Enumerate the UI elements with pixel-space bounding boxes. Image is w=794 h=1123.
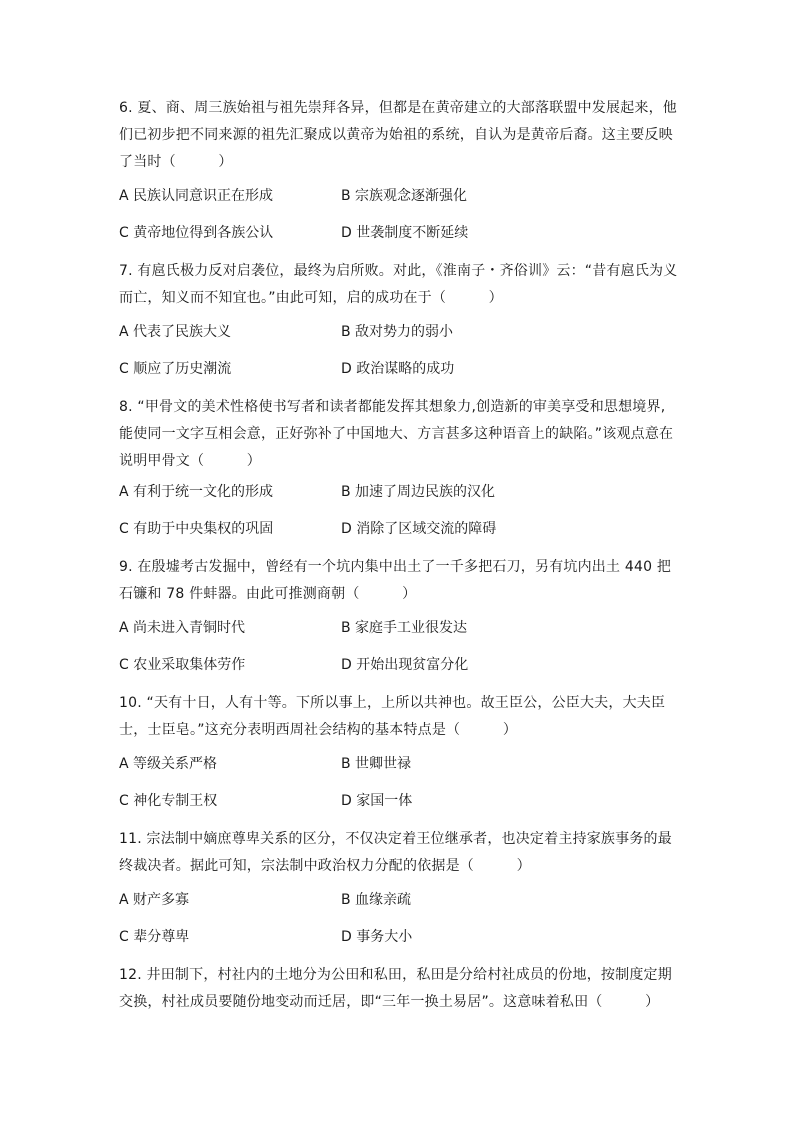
question-8-option-d: D 消除了区域交流的障碍 [341,521,497,537]
question-10-option-d: D 家国一体 [341,793,413,809]
question-10-stem: 10. “天有十日，人有十等。下所以事上，上所以共神也。故王臣公，公臣大夫，大夫臣士，士臣皂。”这充分表明西周社会结构的基本特点是（ ） [119,695,666,738]
question-6-option-c: C 黄帝地位得到各族公认 [119,225,274,241]
question-9-option-c: C 农业采取集体劳作 [119,657,246,673]
question-9-stem: 9. 在殷墟考古发掘中，曾经有一个坑内集中出土了一千多把石刀，另有坑内出土 440 把石镰和 78 件蚌器。由此可推测商朝（ ） [119,559,672,602]
question-8-option-c: C 有助于中央集权的巩固 [119,521,274,537]
question-7-option-c: C 顺应了历史潮流 [119,361,232,377]
question-11-option-b: B 血缘亲疏 [341,892,412,908]
question-6-stem: 6. 夏、商、周三族始祖与祖先崇拜各异，但都是在黄帝建立的大部落联盟中发展起来，他们已初步把不同来源的祖先汇聚成以黄帝为始祖的系统，自认为是黄帝后裔。这主要反映了当时（ ） [119,100,678,170]
question-7-option-d: D 政治谋略的成功 [341,361,455,377]
question-9-option-a: A 尚未进入青铜时代 [119,620,246,636]
question-6-option-a: A 民族认同意识正在形成 [119,188,274,204]
question-10-option-b: B 世卿世禄 [341,756,412,772]
question-10-option-a: A 等级关系严格 [119,756,218,772]
question-11-option-c: C 辈分尊卑 [119,929,190,945]
question-11-option-d: D 事务大小 [341,929,413,945]
question-7-stem: 7. 有扈氏极力反对启袭位，最终为启所败。对此，《淮南子・齐俗训》云：“昔有扈氏为义而亡，知义而不知宜也。”由此可知，启的成功在于（ ） [119,263,678,306]
question-8-option-b: B 加速了周边民族的汉化 [341,484,496,500]
question-10-option-c: C 神化专制王权 [119,793,218,809]
question-11-option-a: A 财产多寡 [119,892,190,908]
question-11-stem: 11. 宗法制中嫡庶尊卑关系的区分，不仅决定着王位继承者，也决定着主持家族事务的最终裁决者。据此可知，宗法制中政治权力分配的依据是（ ） [119,831,672,874]
question-6-option-b: B 宗族观念逐渐强化 [341,188,468,204]
question-7-option-a: A 代表了民族大义 [119,324,232,340]
question-8-option-a: A 有利于统一文化的形成 [119,484,274,500]
question-8-stem: 8. “甲骨文的美术性格使书写者和读者都能发挥其想象力,创造新的审美享受和思想境界,能使同一文字互相会意，正好弥补了中国地大、方言甚多这种语音上的缺陷。”该观点意在说明甲骨文（ ） [119,399,674,469]
question-9-option-d: D 开始出现贫富分化 [341,657,469,673]
question-12-stem: 12. 井田制下，村社内的土地分为公田和私田，私田是分给村社成员的份地，按制度定期交换，村社成员要随份地变动而迁居，即“三年一换土易居”。这意味着私田（ ） [119,967,672,1010]
question-7-option-b: B 敌对势力的弱小 [341,324,454,340]
question-9-option-b: B 家庭手工业很发达 [341,620,468,636]
question-6-option-d: D 世袭制度不断延续 [341,225,469,241]
